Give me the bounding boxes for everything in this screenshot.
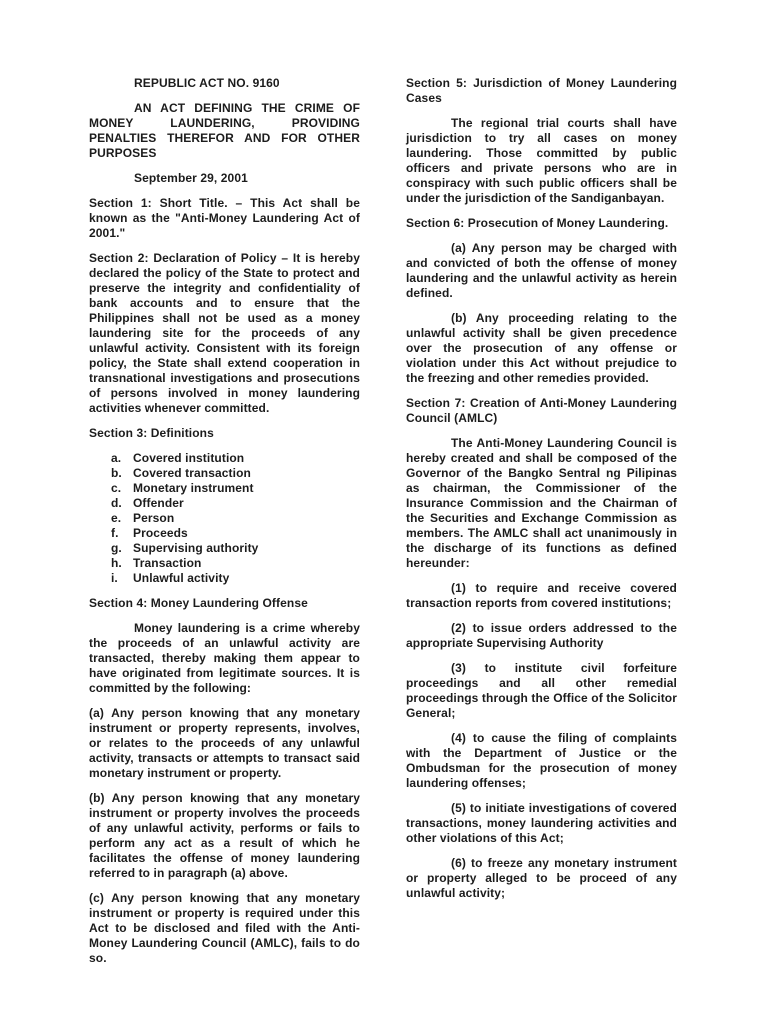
section-4-clause-b: (b) Any person knowing that any monetary instrument or property involves the proceeds of any unlawful activity, performs or fails to perform any act as a result of which he facilitates the offense of money laundering referred to in paragraph (a) above. — [89, 791, 360, 880]
act-number: REPUBLIC ACT NO. 9160 — [134, 76, 280, 90]
definition-term: Transaction — [133, 556, 202, 570]
definition-term: Offender — [133, 496, 184, 510]
amlc-function: (6) to freeze any monetary instrument or property alleged to be proceed of any unlawful activity; — [406, 856, 677, 900]
amlc-function: (3) to institute civil forfeiture proceedings and all other remedial proceedings through the Office of the Solicitor General; — [406, 661, 677, 720]
section-7-intro: The Anti-Money Laundering Council is hereby created and shall be composed of the Governor of the Bangko Sentral ng Pilipinas as chairman, the Commissioner of the Insurance Commission and the Chairman of the Securities and Exchange Commission as members. The AMLC shall act unanimously in the discharge of its functions as defined hereunder: — [406, 436, 677, 570]
amlc-function: (5) to initiate investigations of covered transactions, money laundering activities and other violations of this Act; — [406, 801, 677, 845]
list-marker: e. — [111, 511, 122, 525]
list-item — [111, 571, 360, 586]
section-5-heading: Section 5: Jurisdiction of Money Laundering Cases — [406, 76, 677, 105]
list-marker: b. — [111, 466, 122, 480]
list-item — [111, 556, 360, 571]
list-marker: h. — [111, 556, 122, 570]
section-7-heading: Section 7: Creation of Anti-Money Laundering Council (AMLC) — [406, 396, 677, 425]
right-column — [406, 76, 677, 911]
list-marker: a. — [111, 451, 122, 465]
amlc-function: (4) to cause the filing of complaints with the Department of Justice or the Ombudsman for the prosecution of money laundering offenses; — [406, 731, 677, 790]
section-1: Section 1: Short Title. – This Act shall be known as the "Anti-Money Laundering Act of 2001." — [89, 196, 360, 240]
list-marker: g. — [111, 541, 122, 555]
list-marker: d. — [111, 496, 122, 510]
list-item — [111, 511, 360, 526]
section-4-clause-c: (c) Any person knowing that any monetary instrument or property is required under this Act to be disclosed and filed with the Anti-Money Laundering Council (AMLC), fails to do so. — [89, 891, 360, 965]
section-6-clause-a: (a) Any person may be charged with and convicted of both the offense of money laundering and the unlawful activity as herein defined. — [406, 241, 677, 300]
definition-term: Person — [133, 511, 175, 525]
list-item — [111, 496, 360, 511]
section-3-heading: Section 3: Definitions — [89, 426, 214, 440]
left-column — [89, 76, 360, 976]
section-4-intro: Money laundering is a crime whereby the proceeds of an unlawful activity are transacted, thereby making them appear to have originated from legitimate sources. It is committed by the following: — [89, 621, 360, 695]
section-4-heading: Section 4: Money Laundering Offense — [89, 596, 308, 610]
list-item — [111, 541, 360, 556]
section-5-text: The regional trial courts shall have jurisdiction to try all cases on money laundering. Those committed by public officers and private persons who are in conspiracy with such public officers shall be under the jurisdiction of the Sandiganbayan. — [406, 116, 677, 205]
section-4-clause-a: (a) Any person knowing that any monetary instrument or property represents, involves, or relates to the proceeds of any unlawful activity, transacts or attempts to transact said monetary instrument or property. — [89, 706, 360, 780]
definition-term: Covered institution — [133, 451, 245, 465]
section-2: Section 2: Declaration of Policy – It is hereby declared the policy of the State to protect and preserve the integrity and confidentiality of bank accounts and to ensure that the Philippines shall not be used as a money laundering site for the proceeds of any unlawful activity. Consistent with its foreign policy, the State shall extend cooperation in transnational investigations and prosecutions of persons involved in money laundering activities whenever committed. — [89, 251, 360, 415]
definitions-list — [89, 451, 360, 586]
definition-term: Supervising authority — [133, 541, 259, 555]
definition-term: Unlawful activity — [133, 571, 230, 585]
list-marker: c. — [111, 481, 122, 495]
amlc-function: (2) to issue orders addressed to the appropriate Supervising Authority — [406, 621, 677, 650]
definition-term: Monetary instrument — [133, 481, 254, 495]
amlc-function: (1) to require and receive covered transaction reports from covered institutions; — [406, 581, 677, 610]
act-title: AN ACT DEFINING THE CRIME OF MONEY LAUNDERING, PROVIDING PENALTIES THEREFOR AND FOR OTHER PURPOSES — [89, 101, 360, 160]
list-item — [111, 481, 360, 496]
definition-term: Covered transaction — [133, 466, 251, 480]
definition-term: Proceeds — [133, 526, 188, 540]
list-item — [111, 466, 360, 481]
list-marker: i. — [111, 571, 118, 585]
list-item — [111, 451, 360, 466]
act-date: September 29, 2001 — [134, 171, 248, 185]
section-6-clause-b: (b) Any proceeding relating to the unlawful activity shall be given precedence over the prosecution of any offense or violation under this Act without prejudice to the freezing and other remedies provided. — [406, 311, 677, 385]
list-marker: f. — [111, 526, 119, 540]
list-item — [111, 526, 360, 541]
section-6-heading: Section 6: Prosecution of Money Laundering. — [406, 216, 669, 230]
